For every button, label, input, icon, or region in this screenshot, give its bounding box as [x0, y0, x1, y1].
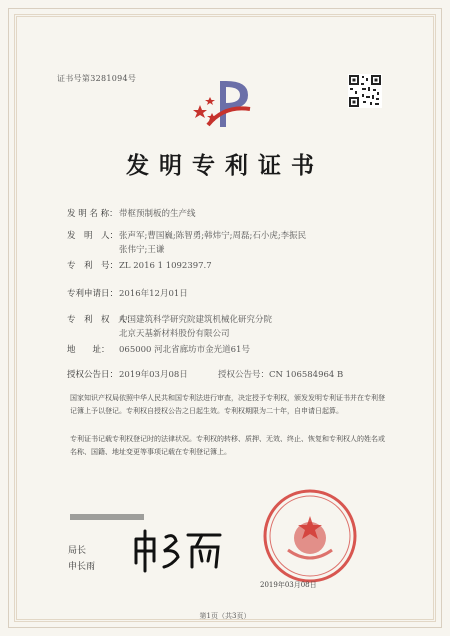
field-filing-date	[67, 287, 188, 299]
signatory-title: 局长	[68, 546, 87, 556]
field-label: 发 明 名 称：	[67, 209, 118, 219]
field-patentee-cont	[67, 327, 230, 339]
field-value: 2016年12月01日	[119, 289, 188, 299]
field-value: 张声军;曹国巍;陈智勇;韩炜宁;周磊;石小虎;李振民	[119, 231, 307, 241]
field-value: 中国建筑科学研究院建筑机械化研究分院	[119, 315, 273, 325]
field-grant-number	[218, 368, 343, 380]
field-label: 专利申请日：	[67, 289, 119, 299]
field-value: ZL 2016 1 1092397.7	[119, 261, 212, 271]
certificate-title: 发明专利证书	[126, 152, 324, 179]
field-inventors	[67, 229, 306, 241]
field-value: 065000 河北省廊坊市金光道61号	[119, 345, 250, 355]
field-label: 专 利 号：	[67, 261, 119, 271]
statement-paragraph-1: 国家知识产权局依照中华人民共和国专利法进行审查，决定授予专利权，颁发发明专利证书并在专利登记簿上予以登记。专利权自授权公告之日起生效。专利权期限为二十年，自申请日起算。	[70, 394, 385, 415]
field-patentee	[67, 313, 272, 325]
certificate-number: 证书号第3281094号	[57, 74, 137, 83]
field-grant-date	[67, 368, 188, 380]
field-label: 发 明 人：	[67, 231, 119, 241]
field-address	[67, 343, 250, 355]
field-patent-number	[67, 259, 212, 271]
field-value: 张伟宁;王谦	[119, 245, 165, 255]
field-inventors-cont	[67, 243, 164, 255]
seal-date: 2019年03月08日	[260, 581, 317, 589]
field-label: 地 址：	[67, 345, 110, 355]
field-value: 2019年03月08日	[119, 370, 188, 380]
field-label: 专 利 权 人：	[67, 315, 136, 325]
field-label: 授权公告日：	[67, 370, 119, 380]
official-seal-icon	[262, 488, 358, 584]
statement-paragraph-2: 专利证书记载专利权登记时的法律状况。专利权的转移、质押、无效、终止、恢复和专利权人的姓名或名称、国籍、地址变更等事项记载在专利登记簿上。	[70, 435, 385, 456]
signature-block	[68, 543, 95, 575]
page-number: 第1页（共3页）	[199, 612, 251, 620]
patent-office-logo-icon	[190, 75, 262, 133]
signatory-name: 申长雨	[68, 562, 96, 572]
barcode-icon	[70, 514, 144, 520]
handwritten-signature-icon	[130, 527, 226, 573]
qr-code-icon	[348, 74, 382, 108]
field-value: 授权公告号：CN 106584964 B	[218, 370, 344, 380]
field-invention-name	[67, 207, 196, 219]
field-value: 带框预制板的生产线	[119, 209, 196, 219]
field-value: 北京天基新材料股份有限公司	[119, 329, 230, 339]
